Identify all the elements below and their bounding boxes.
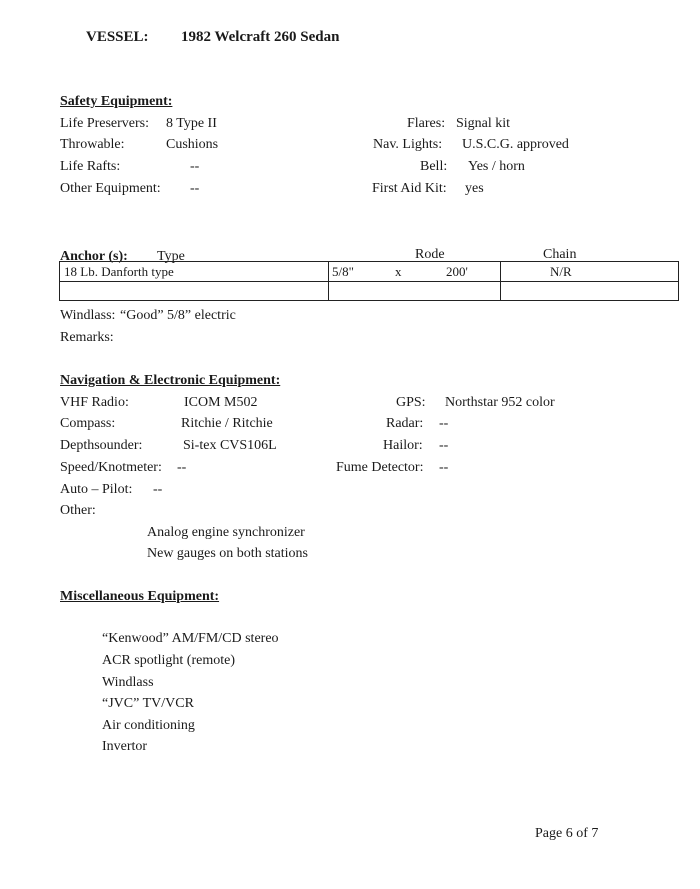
remarks-label: Remarks:: [60, 330, 114, 345]
anchor-chain-cell: N/R: [550, 264, 572, 279]
other-equipment-value: --: [190, 181, 200, 196]
vhf-radio-label: VHF Radio:: [60, 395, 129, 410]
misc-item: “JVC” TV/VCR: [102, 696, 194, 711]
misc-item: Invertor: [102, 739, 148, 754]
other-item: Analog engine synchronizer: [147, 525, 305, 540]
bell-label: Bell:: [420, 159, 448, 174]
windlass-label: Windlass:: [60, 308, 116, 323]
misc-item: Air conditioning: [102, 718, 195, 733]
fume-detector-value: --: [439, 460, 449, 475]
windlass-value: “Good” 5/8” electric: [120, 308, 236, 323]
misc-item: ACR spotlight (remote): [102, 653, 235, 668]
depthsounder-label: Depthsounder:: [60, 438, 143, 453]
vhf-radio-value: ICOM M502: [184, 395, 258, 410]
hailor-value: --: [439, 438, 449, 453]
safety-heading: Safety Equipment:: [60, 94, 173, 109]
flares-label: Flares:: [407, 116, 446, 131]
vessel-name: 1982 Welcraft 260 Sedan: [181, 29, 340, 45]
anchor-type-cell: 18 Lb. Danforth type: [64, 264, 174, 279]
vessel-label: VESSEL:: [86, 29, 149, 45]
first-aid-kit-label: First Aid Kit:: [372, 181, 447, 196]
bell-value: Yes / horn: [468, 159, 525, 174]
anchor-table-col-divider: [500, 262, 501, 300]
speed-knotmeter-label: Speed/Knotmeter:: [60, 460, 162, 475]
anchor-rode-x-cell: x: [395, 264, 402, 279]
life-rafts-value: --: [190, 159, 200, 174]
misc-heading: Miscellaneous Equipment:: [60, 589, 220, 604]
throwable-label: Throwable:: [60, 137, 125, 152]
anchor-heading: Anchor (s):: [60, 249, 128, 264]
other-label: Other:: [60, 503, 96, 518]
anchor-col-rode: Rode: [415, 247, 445, 262]
gps-label: GPS:: [396, 395, 426, 410]
autopilot-value: --: [153, 482, 163, 497]
radar-value: --: [439, 416, 449, 431]
other-item: New gauges on both stations: [147, 546, 308, 561]
throwable-value: Cushions: [166, 137, 219, 152]
nav-lights-label: Nav. Lights:: [373, 137, 443, 152]
anchor-table-row-divider: [60, 281, 678, 282]
anchor-rode-size-cell: 5/8": [332, 264, 354, 279]
life-rafts-label: Life Rafts:: [60, 159, 121, 174]
compass-label: Compass:: [60, 416, 116, 431]
first-aid-kit-value: yes: [465, 181, 484, 196]
anchor-rode-length-cell: 200': [446, 264, 468, 279]
page-number: Page 6 of 7: [535, 826, 599, 841]
hailor-label: Hailor:: [383, 438, 423, 453]
other-equipment-label: Other Equipment:: [60, 181, 161, 196]
misc-item: “Kenwood” AM/FM/CD stereo: [102, 631, 279, 646]
misc-item: Windlass: [102, 675, 154, 690]
nav-lights-value: U.S.C.G. approved: [462, 137, 569, 152]
navigation-heading: Navigation & Electronic Equipment:: [60, 373, 281, 388]
anchor-table-col-divider: [328, 262, 329, 300]
depthsounder-value: Si-tex CVS106L: [183, 438, 277, 453]
life-preservers-label: Life Preservers:: [60, 116, 150, 131]
flares-value: Signal kit: [456, 116, 511, 131]
gps-value: Northstar 952 color: [445, 395, 555, 410]
speed-knotmeter-value: --: [177, 460, 187, 475]
anchor-col-chain: Chain: [543, 247, 577, 262]
compass-value: Ritchie / Ritchie: [181, 416, 273, 431]
radar-label: Radar:: [386, 416, 424, 431]
anchor-table: [59, 261, 679, 301]
anchor-col-type: Type: [157, 249, 185, 264]
life-preservers-value: 8 Type II: [166, 116, 217, 131]
fume-detector-label: Fume Detector:: [336, 460, 424, 475]
autopilot-label: Auto – Pilot:: [60, 482, 133, 497]
